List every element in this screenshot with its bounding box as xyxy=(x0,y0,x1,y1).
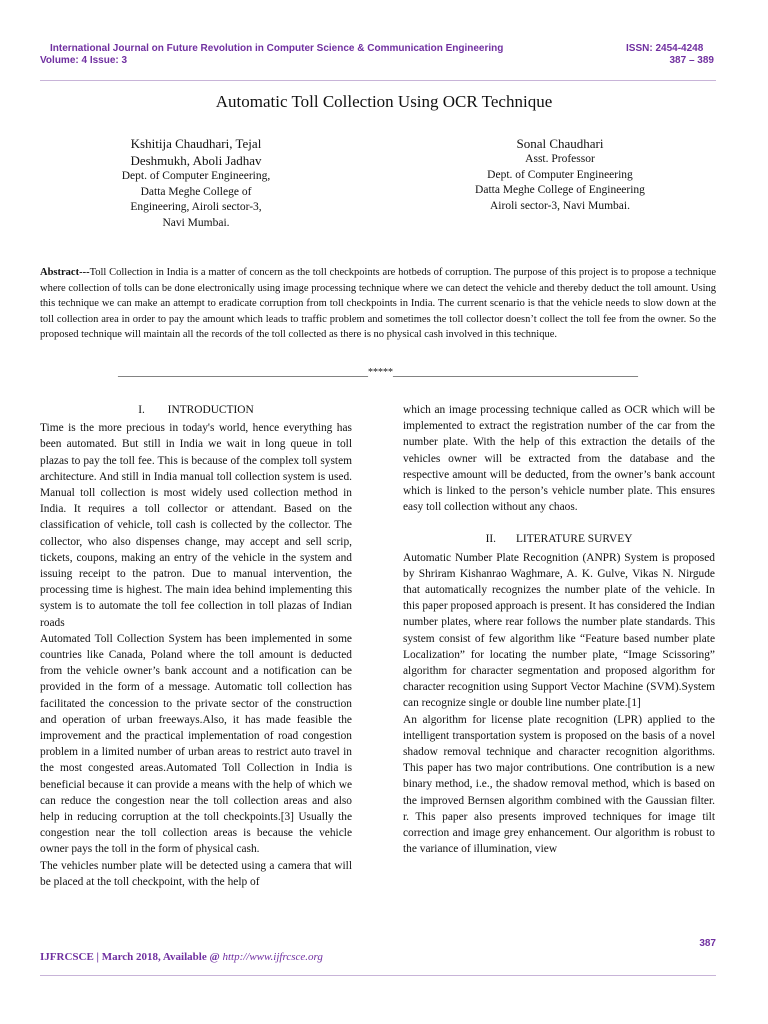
footer-journal: IJFRCSCE | March 2018, Available @ xyxy=(40,951,223,963)
abstract xyxy=(40,265,716,343)
paper-title: Automatic Toll Collection Using OCR Technique xyxy=(215,92,553,111)
literature-paragraph: An algorithm for license plate recognition (LPR) applied to the intelligent transportation system is proposed on the basis of a novel shadow removal technique and character recognition algorithms. This paper has two major contributions. One contribution is a new binary method, i.e., the shadow removal method, which is based on the improved Bernsen algorithm combined with the Gaussian filter. r. This paper also presents improved techniques for image tilt correction and image grey enhancement. Our algorithm is robust to the variance of illumination, view xyxy=(403,713,715,856)
volume-issue: Volume: 4 Issue: 3 xyxy=(40,55,128,66)
abstract-label: Abstract--- xyxy=(40,267,90,278)
section-heading-literature-survey: II. LITERATURE SURVEY xyxy=(485,533,633,546)
footer xyxy=(40,951,323,963)
author-names-line: Deshmukh, Aboli Jadhav xyxy=(130,153,262,168)
header-rule xyxy=(40,80,716,81)
page-range: 387 – 389 xyxy=(669,55,714,66)
abstract-text: Toll Collection in India is a matter of concern as the toll checkpoints are hotbeds of corruption. The purpose of this project is to propose a technique where collection of tolls can be done electronically using image processing technique where we can detect the vehicle and thereby deduct the toll amount. Using this technique we can make an attempt to eradicate corruption from toll checkpoints in India. The current scenario is that the vehicle needs to slow down at the toll collection area in order to pay the amount which leads to traffic problem and sometimes the toll collector doesn’t collect the toll fee from the owner. So the proposed technique will maintain all the records of the toll collected as there is no physical cash involved in this technique. xyxy=(40,267,716,340)
intro-paragraph: Automated Toll Collection System has been implemented in some countries like Canada, Poland where the toll amount is deducted from the vehicle owner’s bank account and a notification can be provided in the form of a message. Automatic toll collection has facilitated the concession to the private sector of the construction and operation of urban freeways.Also, it has made feasible the improvement and the practical implementation of road congestion problem in a limited number of urban areas to restrict auto travel in the most congested areas.Automated Toll Collection in India is beneficial because it can provide a means with the help of which we can reduce the congestion near the toll collection areas and also help in reducing corruption at the toll checkpoints.[3] Usually the congestion near the toll collection areas is because the vehicle owner pays the toll in the form of physical cash. xyxy=(40,632,352,856)
page-number: 387 xyxy=(699,938,716,949)
right-column xyxy=(403,402,715,857)
affiliation-line: Airoli sector-3, Navi Mumbai. xyxy=(490,199,630,212)
intro-paragraph: The vehicles number plate will be detected using a camera that will be placed at the toll checkpoint, with the help of xyxy=(40,859,352,888)
abstract-separator: __________________________________________________*****_________________________________________________ xyxy=(118,367,638,378)
affiliation-line: Dept. of Computer Engineering xyxy=(487,168,633,181)
author-names-line: Kshitija Chaudhari, Tejal xyxy=(130,136,262,151)
left-column xyxy=(40,402,352,890)
literature-paragraph: Automatic Number Plate Recognition (ANPR) System is proposed by Shriram Kishanrao Waghmare, A. K. Gulve, Vikas N. Nirgude that automatically recognizes the number plate of the vehicle. In this paper proposed approach is present. It has considered the Indian number plates, where rear follows the number plate standards. This system consist of few algorithm like “Feature based number plate Localization” for locating the number plate, “Image Scissoring” algorithm for character segmentation and proposed algorithm for character recognition using Support Vector Machine (SVM).System can recognize single or double line number plate.[1] xyxy=(403,551,715,710)
author-block-2 xyxy=(440,135,680,214)
issn: ISSN: 2454-4248 xyxy=(626,43,704,54)
section-heading-introduction: I. INTRODUCTION xyxy=(138,404,254,416)
intro-paragraph-continued: which an image processing technique called as OCR which will be implemented to extract the registration number of the car from the number plate. With the help of this extraction the details of the vehicles owner will be extracted from the database and the respective amount will be deducted, from the owner’s bank account which is linked to the person’s vehicle number plate. This ensures easy toll collection without any chaos. xyxy=(403,404,715,514)
journal-name: International Journal on Future Revolution in Computer Science & Communication Engineering xyxy=(50,43,504,54)
affiliation-line: Navi Mumbai. xyxy=(162,216,230,229)
footer-url[interactable]: http://www.ijfrcsce.org xyxy=(222,951,323,963)
author-names-line: Sonal Chaudhari xyxy=(516,136,604,151)
affiliation-line: Datta Meghe College of Engineering xyxy=(475,184,645,196)
intro-paragraph: Time is the more precious in today's world, hence everything has been automated. But still in India we wait in long queue in toll plazas to pay the toll fee. This is because of the complex toll system architecture. And still in India manual toll collection system is used. Manual toll collection is most widely used collection method in India. It requires a toll collector or attendant. Based on the classification of vehicle, toll cash is collected by the collector. The collector, who also dispenses change, may accept and sell scrip, tickets, coupons, making an entry of the vehicle in the system and issuing receipt to the patron. Due to manual intervention, the processing time is highest. The main idea behind implementing this system is to automate the toll fee collection in toll plazas of Indian roads xyxy=(40,422,352,629)
affiliation-line: Dept. of Computer Engineering, xyxy=(121,170,271,182)
author-block-1 xyxy=(96,135,296,231)
footer-rule xyxy=(40,975,716,976)
affiliation-line: Datta Meghe College of xyxy=(140,185,252,198)
affiliation-line: Asst. Professor xyxy=(525,153,595,165)
affiliation-line: Engineering, Airoli sector-3, xyxy=(130,201,262,213)
